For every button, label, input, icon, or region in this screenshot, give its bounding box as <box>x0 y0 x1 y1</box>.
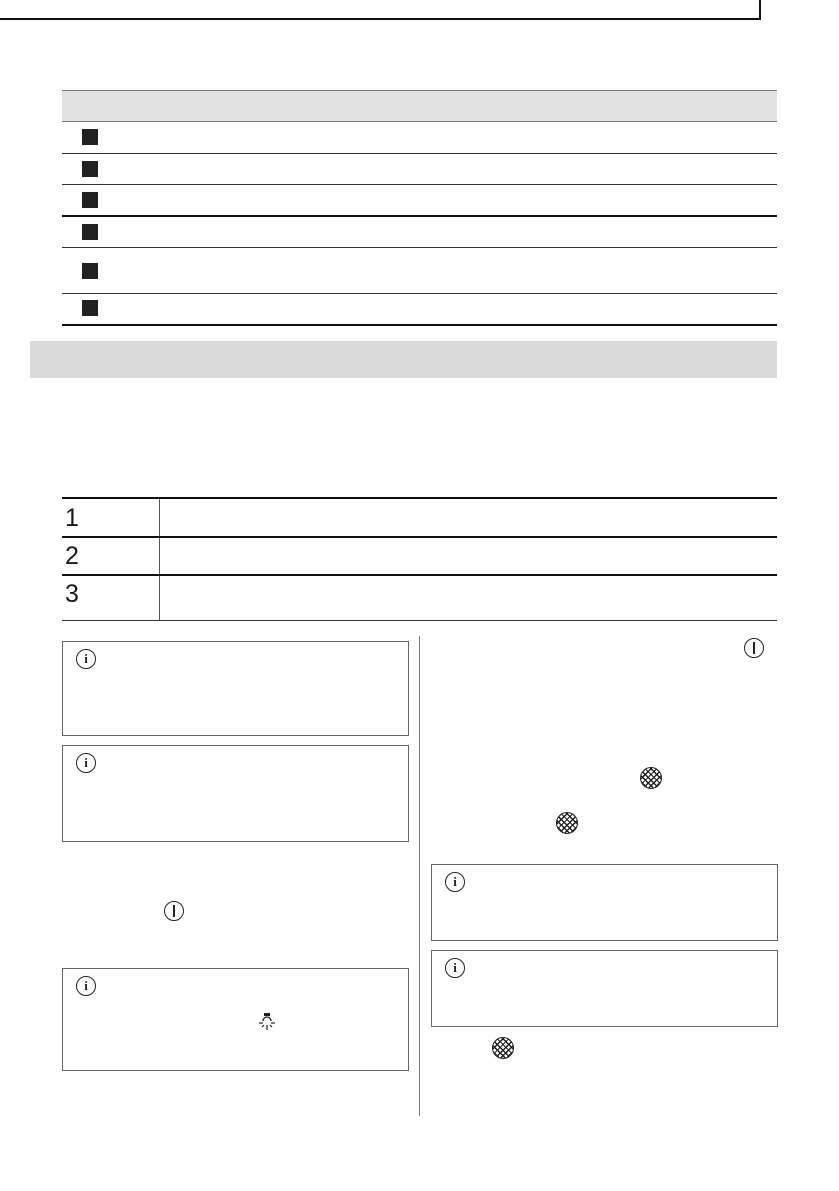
light-bulb-icon <box>257 1012 277 1032</box>
list-item <box>62 538 777 576</box>
table-row <box>62 217 777 248</box>
column-separator <box>159 538 160 574</box>
grid-icon <box>640 767 662 789</box>
square-marker <box>82 129 98 145</box>
column-separator <box>159 576 160 620</box>
column-separator <box>159 499 160 536</box>
list-item <box>62 576 777 621</box>
square-marker <box>82 300 98 316</box>
info-note <box>431 950 778 1027</box>
table-row <box>62 294 777 326</box>
info-icon: i <box>445 872 465 892</box>
square-marker <box>82 224 98 240</box>
numbered-list <box>62 497 777 621</box>
info-note <box>62 745 409 842</box>
page-edge-rule <box>0 18 760 20</box>
square-marker <box>82 161 98 177</box>
list-item-number: 3 <box>65 580 79 608</box>
section-heading-band <box>30 341 777 378</box>
grid-icon <box>492 1037 514 1059</box>
parts-table <box>62 90 777 326</box>
square-marker <box>82 192 98 208</box>
square-marker <box>82 263 98 279</box>
info-icon: i <box>76 976 96 996</box>
list-item-number: 1 <box>65 504 79 532</box>
info-icon: i <box>76 753 96 773</box>
info-icon: i <box>445 958 465 978</box>
table-row <box>62 248 777 294</box>
list-item <box>62 499 777 538</box>
table-row <box>62 154 777 185</box>
power-icon <box>744 638 764 658</box>
column-divider <box>419 636 420 1116</box>
list-item-number: 2 <box>65 542 79 570</box>
info-note <box>62 641 409 736</box>
info-note <box>431 864 778 941</box>
info-note <box>62 968 409 1071</box>
table-row <box>62 185 777 217</box>
power-icon <box>164 901 184 921</box>
grid-icon <box>556 812 578 834</box>
info-icon: i <box>76 649 96 669</box>
table-row <box>62 122 777 154</box>
table-header <box>62 90 777 122</box>
page-edge-mark <box>759 0 761 20</box>
